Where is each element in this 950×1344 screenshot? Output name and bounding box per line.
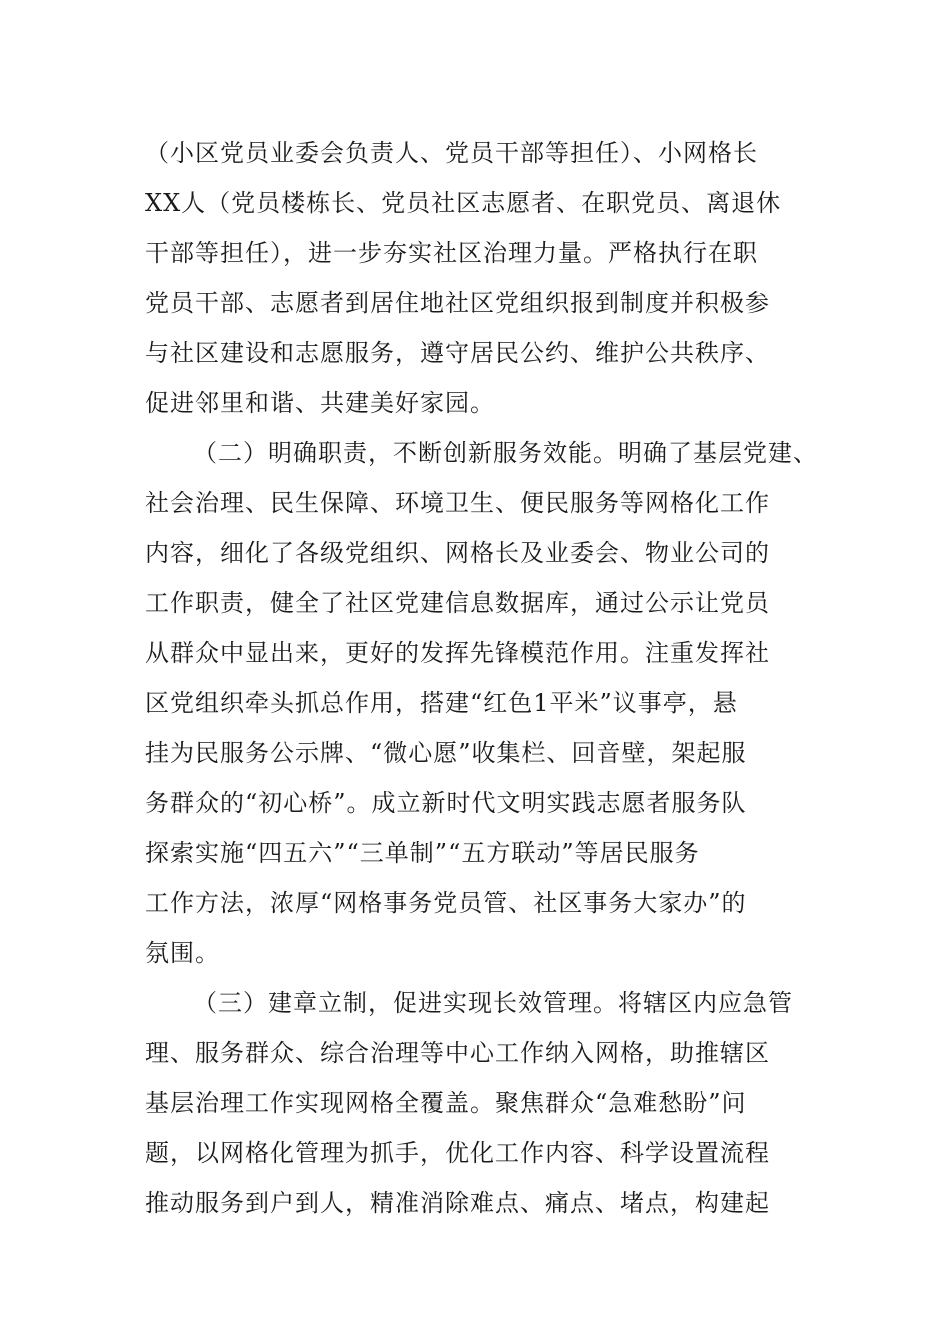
text-line: 内容，细化了各级党组织、网格长及业委会、物业公司的: [145, 539, 770, 567]
text-line: XX人（党员楼栋长、党员社区志愿者、在职党员、离退休: [145, 189, 782, 217]
text-line: 工作职责，健全了社区党建信息数据库，通过公示让党员: [145, 589, 770, 617]
text-line: 推动服务到户到人，精准消除难点、痛点、堵点，构建起: [145, 1189, 770, 1217]
text-line: 题，以网格化管理为抓手，优化工作内容、科学设置流程: [145, 1139, 770, 1167]
document-body: [145, 128, 818, 1228]
text-line: 挂为民服务公示牌、“微心愿”收集栏、回音壁，架起服: [145, 739, 747, 767]
text-line: 务群众的“初心桥”。成立新时代文明实践志愿者服务队: [145, 789, 747, 817]
text-line: 从群众中显出来，更好的发挥先锋模范作用。注重发挥社: [145, 639, 770, 667]
text-line: 区党组织牵头抓总作用，搭建“红色1平米”议事亭，悬: [145, 689, 738, 717]
text-line: 社会治理、民生保障、环境卫生、便民服务等网格化工作: [145, 489, 770, 517]
text-line: 基层治理工作实现网格全覆盖。聚焦群众“急难愁盼”问: [145, 1089, 747, 1117]
section-heading-line: （三）建章立制，促进实现长效管理。将辖区内应急管: [193, 989, 793, 1017]
text-line: 工作方法，浓厚“网格事务党员管、社区事务大家办”的: [145, 889, 747, 917]
text-line: 干部等担任），进一步夯实社区治理力量。严格执行在职: [145, 239, 758, 267]
text-line: 与社区建设和志愿服务，遵守居民公约、维护公共秩序、: [145, 339, 770, 367]
text-line: 探索实施“四五六”“三单制”“五方联动”等居民服务: [145, 839, 700, 867]
text-line: 理、服务群众、综合治理等中心工作纳入网格，助推辖区: [145, 1039, 770, 1067]
text-line: 促进邻里和谐、共建美好家园。: [145, 389, 495, 417]
text-line: （小区党员业委会负责人、党员干部等担任）、小网格长: [145, 139, 758, 167]
section-heading-line: （二）明确职责，不断创新服务效能。明确了基层党建、: [193, 439, 818, 467]
text-line: 党员干部、志愿者到居住地社区党组织报到制度并积极参: [145, 289, 770, 317]
text-line: 氛围。: [145, 939, 220, 967]
